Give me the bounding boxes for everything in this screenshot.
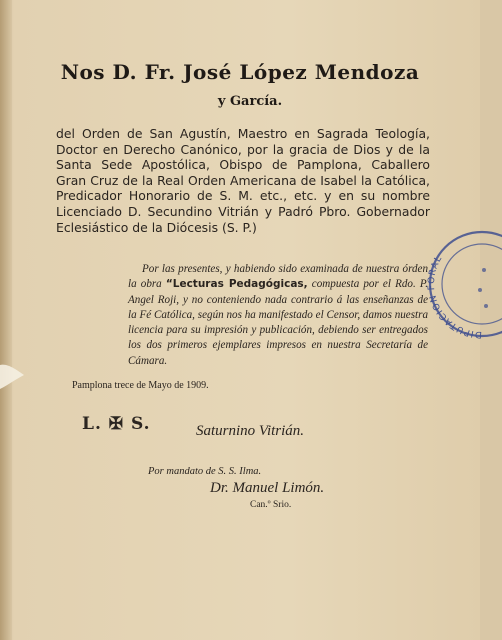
page-spine [0,0,12,640]
paper-tear-mark [0,345,30,405]
locus-sigilli: L. ✠ S. [82,414,151,434]
bishop-name-heading: Nos D. Fr. José López Mendoza [60,60,420,84]
license-text-after: compuesta por el Rdo. P. Angel Roji, y no conteniendo nada contrario á las enseñanzas de la Fé Católica, según nos ha manifestado el Censor, damos nuestra licencia para su impresión y publicación, debiendo ser entregados los dos primeros ejemplares impresos en nuestra Secretaría de Cámara. [128,278,428,367]
mandate-line: Por mandato de S. S. Ilma. [148,466,262,477]
bishop-titles-paragraph: del Orden de San Agustín, Maestro en Sagrada Teología, Doctor en Derecho Canónico, por la gracia de Dios y de la Santa Sede Apostólica, Obispo de Pamplona, Caballero Gran Cruz de la Real Orden Americana de Isabel la Católica, Predicador Honorario de S. M. etc., etc. y en su nombre Licenciado D. Secundino Vitrián y Padró Pbro. Gobernador Eclesiástico de la Diócesis (S. P.) [56,126,430,235]
place-date: Pamplona trece de Mayo de 1909. [72,380,209,391]
signature-secretary: Dr. Manuel Limón. [210,480,325,496]
svg-text:DIPUTACION FORAL [427,254,482,339]
license-paragraph [128,262,428,369]
license-text-before: Por las presentes, y habiendo sido examinada de nuestra órden la obra [128,263,428,291]
book-title: “Lecturas Pedagógicas, [165,278,308,291]
secretary-role: Can.º Srio. [250,500,292,510]
bishop-surname-heading: y García. [217,94,283,109]
stamp-text: DIPUTACION FORAL [426,253,483,340]
library-stamp [422,228,502,348]
signature-governor: Saturnino Vitrián. [196,423,305,439]
